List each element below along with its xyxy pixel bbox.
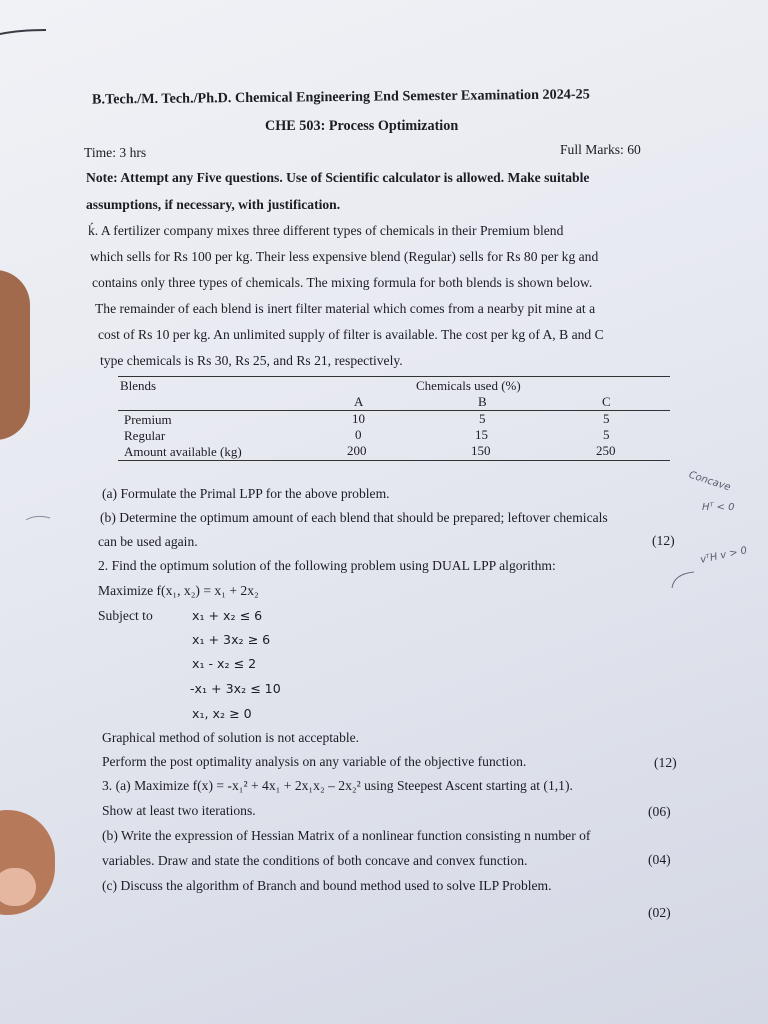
table-row-name: Regular (124, 428, 166, 443)
q1-line: The remainder of each blend is inert filter material which comes from a nearby pit mine at a (95, 301, 596, 316)
table-cell: 150 (471, 443, 491, 458)
q2-subject-to: Subject to (98, 608, 153, 623)
time-label: Time: 3 hrs (84, 145, 147, 160)
table-cell: 5 (603, 427, 610, 442)
q3-part-b-line2: variables. Draw and state the conditions of both concave and convex function. (102, 853, 528, 868)
q1-line: contains only three types of chemicals. The mixing formula for both blends is shown below. (92, 275, 593, 290)
handwritten-note: Concave (687, 469, 732, 494)
q1-part-b-line1: (b) Determine the optimum amount of each blend that should be prepared; leftover chemicals (100, 510, 608, 525)
table-row-name: Amount available (kg) (124, 444, 242, 459)
note-line-2: assumptions, if necessary, with justification. (86, 197, 341, 212)
q2-post-optimality: Perform the post optimality analysis on any variable of the objective function. (102, 754, 527, 769)
table-subheader-a: A (354, 394, 364, 409)
handwritten-note: vᵀH v > 0 (699, 545, 749, 566)
course-title: CHE 503: Process Optimization (265, 118, 459, 134)
q2-marks: (12) (654, 755, 677, 770)
table-header-blends: Blends (120, 378, 157, 393)
table-cell: 10 (352, 411, 365, 426)
q3-part-a-line2: Show at least two iterations. (102, 803, 256, 818)
q1-part-a: (a) Formulate the Primal LPP for the above problem. (102, 486, 390, 501)
q3-c-marks: (02) (648, 905, 671, 920)
q1-line: cost of Rs 10 per kg. An unlimited supply of filter is available. The cost per kg of A, B and C (98, 327, 604, 342)
table-cell: 5 (479, 411, 486, 426)
finger-top (0, 270, 30, 440)
table-cell: 5 (603, 411, 610, 426)
q2-constraint: x₁, x₂ ≥ 0 (192, 706, 252, 721)
table-cell: 15 (475, 427, 488, 442)
table-subheader-c: C (602, 394, 611, 409)
table-cell: 250 (596, 443, 616, 458)
q2-constraint: -x₁ + 3x₂ ≤ 10 (190, 681, 281, 696)
q1-line: ḱ. A fertilizer company mixes three different types of chemicals in their Premium blend (88, 223, 564, 238)
handwritten-note: Hᵀ < 0 (702, 502, 735, 513)
table-rule (118, 376, 670, 377)
q2-constraint: x₁ - x₂ ≤ 2 (192, 656, 257, 671)
q3-b-marks: (04) (648, 852, 671, 867)
q1-part-b-line2: can be used again. (98, 534, 198, 549)
q2-constraint: x₁ + 3x₂ ≥ 6 (192, 632, 271, 647)
q2-intro: 2. Find the optimum solution of the following problem using DUAL LPP algorithm: (98, 558, 556, 573)
note-line-1: Note: Attempt any Five questions. Use of Scientific calculator is allowed. Make suitable (86, 170, 590, 185)
table-cell: 0 (355, 427, 362, 442)
q3-part-c: (c) Discuss the algorithm of Branch and bound method used to solve ILP Problem. (102, 878, 552, 893)
exam-title: B.Tech./M. Tech./Ph.D. Chemical Engineering End Semester Examination 2024-25 (91, 86, 590, 108)
table-header-chemicals: Chemicals used (%) (416, 378, 521, 393)
q2-note: Graphical method of solution is not acceptable. (102, 730, 360, 745)
table-row-name: Premium (124, 412, 172, 427)
pen-mark (0, 20, 60, 50)
q2-constraint: x₁ + x₂ ≤ 6 (192, 608, 263, 623)
table-subheader-b: B (478, 394, 487, 409)
q1-line: type chemicals is Rs 30, Rs 25, and Rs 21, respectively. (100, 353, 403, 368)
handwritten-mark (668, 568, 708, 592)
q1-line: which sells for Rs 100 per kg. Their less expensive blend (Regular) sells for Rs 80 per kg and (90, 249, 599, 264)
q3-a-marks: (06) (648, 804, 671, 819)
q3-part-b-line1: (b) Write the expression of Hessian Matrix of a nonlinear function consisting n number of (102, 828, 591, 843)
handwritten-mark (24, 512, 54, 524)
q3-part-a-line1: 3. (a) Maximize f(x) = -x₁² + 4x₁ + 2x₁x₂ – 2x₂² using Steepest Ascent starting at (1,1). (102, 778, 573, 793)
q1-marks: (12) (652, 533, 675, 548)
table-rule (118, 460, 670, 461)
table-cell: 200 (347, 443, 367, 458)
table-rule (118, 410, 670, 411)
full-marks: Full Marks: 60 (560, 142, 641, 157)
q2-objective: Maximize f(x₁, x₂) = x₁ + 2x₂ (98, 583, 259, 598)
